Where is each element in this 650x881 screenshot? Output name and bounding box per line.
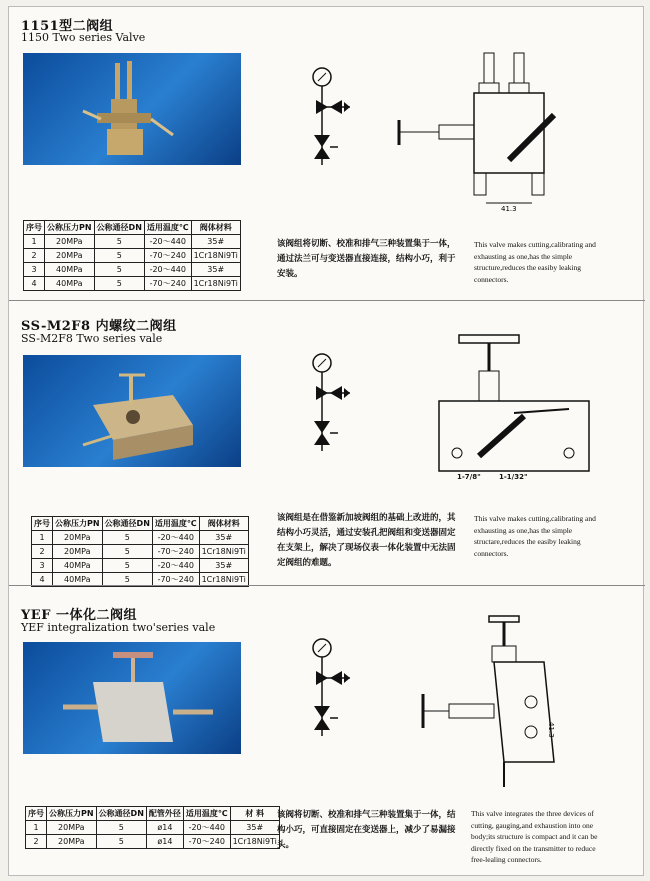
- table-row: [26, 821, 280, 835]
- table-row: [24, 263, 241, 277]
- col-header: 公称压力PN: [53, 517, 103, 531]
- table-cell: 1Cr18Ni9Ti: [230, 835, 279, 849]
- description-en: This valve integrates the three devices of cutting, gauging,and exhaustion into one body;its structure is compact and it can be directly fixed on the transmitter to reduce free-lealing connectors.: [471, 809, 598, 864]
- table-cell: 4: [32, 573, 53, 587]
- valve-schematic-symbol: [294, 636, 354, 746]
- table-cell: 35#: [191, 235, 240, 249]
- table-row: [24, 249, 241, 263]
- col-header: 配管外径: [146, 807, 183, 821]
- table-cell: 5: [94, 235, 144, 249]
- valve-drawing: [429, 331, 614, 481]
- spec-table: [25, 806, 280, 849]
- description-cn: 该阀组将切断、校准和排气三种装置集于一体，通过法兰可与变送器直接连接，结构小巧，利于安装。: [277, 239, 456, 279]
- table-cell: 40MPa: [53, 559, 103, 573]
- col-header: 阀体材料: [199, 517, 248, 531]
- section-ss-m2f8-valve: [9, 300, 645, 585]
- table-cell: 5: [102, 545, 152, 559]
- table-cell: ø14: [146, 821, 183, 835]
- table-cell: 35#: [191, 263, 240, 277]
- table-row: [32, 531, 249, 545]
- col-header: 适用温度℃: [183, 807, 230, 821]
- dimension-label: 41.3: [501, 205, 517, 213]
- table-cell: ø14: [146, 835, 183, 849]
- table-cell: 35#: [199, 531, 248, 545]
- table-cell: -20～440: [183, 821, 230, 835]
- col-header: 公称通径DN: [96, 807, 146, 821]
- table-cell: -20～440: [144, 263, 191, 277]
- table-cell: 1Cr18Ni9Ti: [199, 545, 248, 559]
- col-header: 序号: [26, 807, 47, 821]
- table-cell: -20～440: [152, 559, 199, 573]
- table-cell: 20MPa: [53, 545, 103, 559]
- table-cell: 2: [24, 249, 45, 263]
- section-title-cn: SS-M2F8 内螺纹二阀组: [21, 319, 177, 334]
- col-header: 序号: [24, 221, 45, 235]
- table-cell: 5: [96, 835, 146, 849]
- section-title-en: SS-M2F8 Two series vale: [21, 332, 163, 345]
- description-cn: 该阀将切断、校准和排气三种装置集于一体，结构小巧，可直接固定在变送器上，减少了易漏接头。: [277, 810, 456, 850]
- description-en: This valve makes cutting,calibrating and exhausting as one,has the simple structure,reduces the easiby leaking connectors.: [474, 240, 596, 284]
- table-cell: -70～240: [144, 277, 191, 291]
- description-en: This valve makes cutting,calibrating and exhausting as one,has the simple structare,reduces the easiby leaking connectors.: [474, 514, 596, 558]
- table-row: [32, 559, 249, 573]
- table-row: [26, 835, 280, 849]
- valve-drawing: [389, 45, 589, 215]
- col-header: 材 料: [230, 807, 279, 821]
- table-cell: 5: [102, 531, 152, 545]
- table-cell: 5: [94, 263, 144, 277]
- spec-table: [23, 220, 241, 291]
- table-cell: 1: [26, 821, 47, 835]
- valve-photo: [23, 53, 241, 165]
- dimension-label-2: 1-1/32": [499, 473, 528, 481]
- dimension-label: 1-7/8": [457, 473, 481, 481]
- section-1151-valve: [9, 7, 645, 300]
- dimension-label: 41.3: [547, 722, 555, 738]
- spec-table: [31, 516, 249, 587]
- table-cell: 20MPa: [47, 821, 97, 835]
- table-cell: 3: [32, 559, 53, 573]
- table-cell: 20MPa: [45, 249, 95, 263]
- table-cell: 1: [24, 235, 45, 249]
- valve-schematic-symbol: [294, 65, 354, 175]
- table-cell: 1Cr18Ni9Ti: [199, 573, 248, 587]
- table-cell: 20MPa: [53, 531, 103, 545]
- section-yef-valve: [9, 585, 645, 877]
- table-cell: 40MPa: [45, 263, 95, 277]
- table-cell: 1Cr18Ni9Ti: [191, 249, 240, 263]
- table-cell: 5: [94, 277, 144, 291]
- valve-drawing: [409, 612, 579, 792]
- col-header: 适用温度℃: [152, 517, 199, 531]
- valve-photo: [23, 355, 241, 467]
- section-title-en: YEF integralization two'series vale: [21, 621, 216, 634]
- section-title-cn: 1151型二阀组: [21, 19, 114, 34]
- table-cell: 20MPa: [45, 235, 95, 249]
- col-header: 适用温度℃: [144, 221, 191, 235]
- table-cell: -20～440: [152, 531, 199, 545]
- col-header: 公称通径DN: [102, 517, 152, 531]
- catalog-page: [8, 6, 644, 876]
- table-cell: 20MPa: [47, 835, 97, 849]
- table-cell: 2: [32, 545, 53, 559]
- description-cn: 该阀组是在借鉴新加坡阀组的基础上改进的，其结构小巧灵活，通过安装孔把阀组和变送器固定在支架上，解决了现场仪表一体化装置中无法固定阀组的难题。: [277, 513, 456, 568]
- section-title-en: 1150 Two series Valve: [21, 31, 146, 44]
- table-cell: 3: [24, 263, 45, 277]
- table-cell: 5: [102, 559, 152, 573]
- table-cell: 40MPa: [45, 277, 95, 291]
- col-header: 序号: [32, 517, 53, 531]
- table-cell: 4: [24, 277, 45, 291]
- table-cell: 35#: [199, 559, 248, 573]
- col-header: 公称压力PN: [45, 221, 95, 235]
- table-cell: 1Cr18Ni9Ti: [191, 277, 240, 291]
- table-cell: -70～240: [183, 835, 230, 849]
- table-cell: 40MPa: [53, 573, 103, 587]
- table-cell: 1: [32, 531, 53, 545]
- table-cell: -70～240: [152, 573, 199, 587]
- table-row: [32, 545, 249, 559]
- table-row: [24, 235, 241, 249]
- table-cell: 5: [96, 821, 146, 835]
- col-header: 公称通径DN: [94, 221, 144, 235]
- table-cell: -70～240: [152, 545, 199, 559]
- col-header: 阀体材料: [191, 221, 240, 235]
- table-cell: 35#: [230, 821, 279, 835]
- table-cell: -70～240: [144, 249, 191, 263]
- table-cell: 5: [94, 249, 144, 263]
- table-cell: 5: [102, 573, 152, 587]
- table-cell: 2: [26, 835, 47, 849]
- section-title-cn: YEF 一体化二阀组: [21, 608, 137, 623]
- valve-schematic-symbol: [294, 351, 354, 461]
- valve-photo: [23, 642, 241, 754]
- col-header: 公称压力PN: [47, 807, 97, 821]
- table-row: [24, 277, 241, 291]
- table-cell: -20～440: [144, 235, 191, 249]
